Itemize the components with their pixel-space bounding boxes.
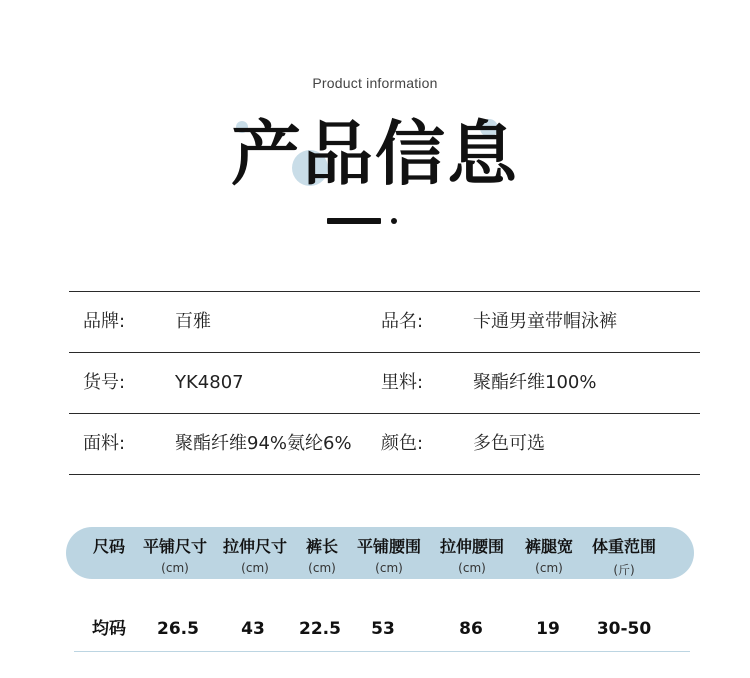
size-column-unit: (cm): [161, 561, 189, 575]
size-column-label: 平铺尺寸: [142, 537, 207, 556]
size-column-label: 平铺腰围: [356, 537, 421, 556]
size-cell: 19: [536, 619, 560, 639]
info-row: [69, 291, 700, 352]
info-value: 卡通男童带帽泳裤: [473, 311, 617, 332]
size-cell: 53: [371, 619, 395, 639]
info-value: 百雅: [175, 311, 211, 332]
size-column-unit: (cm): [241, 561, 269, 575]
size-column-header: [579, 527, 669, 578]
info-label: 面料:: [83, 433, 126, 454]
info-value: 多色可选: [473, 433, 545, 454]
info-value: 聚酯纤维100%: [473, 372, 597, 393]
size-column-label: 体重范围: [591, 537, 656, 556]
subtitle: Product information: [312, 75, 438, 91]
info-label: 品牌:: [83, 311, 126, 332]
title-underline-dot: [391, 218, 397, 224]
info-label: 货号:: [83, 372, 126, 393]
size-column-label: 尺码: [92, 537, 125, 556]
size-column-header: [344, 527, 434, 575]
title-underline-dash: [327, 218, 381, 224]
size-cell: 43: [241, 619, 265, 639]
size-column-unit: (cm): [308, 561, 336, 575]
size-table-divider: [74, 651, 690, 652]
size-column-unit: (cm): [375, 561, 403, 575]
size-table-header: [66, 527, 694, 579]
size-table-row: [66, 610, 694, 650]
size-column-unit: (cm): [458, 561, 486, 575]
info-row: [69, 413, 700, 475]
size-cell: 30-50: [596, 619, 652, 639]
size-column-unit: (斤): [613, 563, 635, 577]
size-column-header: [130, 527, 220, 575]
size-cell: 26.5: [157, 619, 199, 639]
size-cell: 22.5: [299, 619, 341, 639]
info-label: 品名:: [381, 311, 424, 332]
size-cell: 均码: [92, 619, 126, 639]
size-cell: 86: [459, 619, 483, 639]
info-label: 颜色:: [381, 433, 424, 454]
page-title: 产品信息: [231, 113, 519, 195]
size-column-label: 拉伸腰围: [439, 537, 504, 556]
info-value: YK4807: [175, 372, 244, 393]
info-row: [69, 352, 700, 413]
size-column-unit: (cm): [535, 561, 563, 575]
info-value: 聚酯纤维94%氨纶6%: [175, 433, 352, 454]
size-column-label: 裤腿宽: [524, 537, 573, 556]
size-column-label: 裤长: [305, 537, 338, 556]
size-column-label: 拉伸尺寸: [222, 537, 287, 556]
product-info-table: [69, 291, 700, 475]
info-label: 里料:: [381, 372, 424, 393]
